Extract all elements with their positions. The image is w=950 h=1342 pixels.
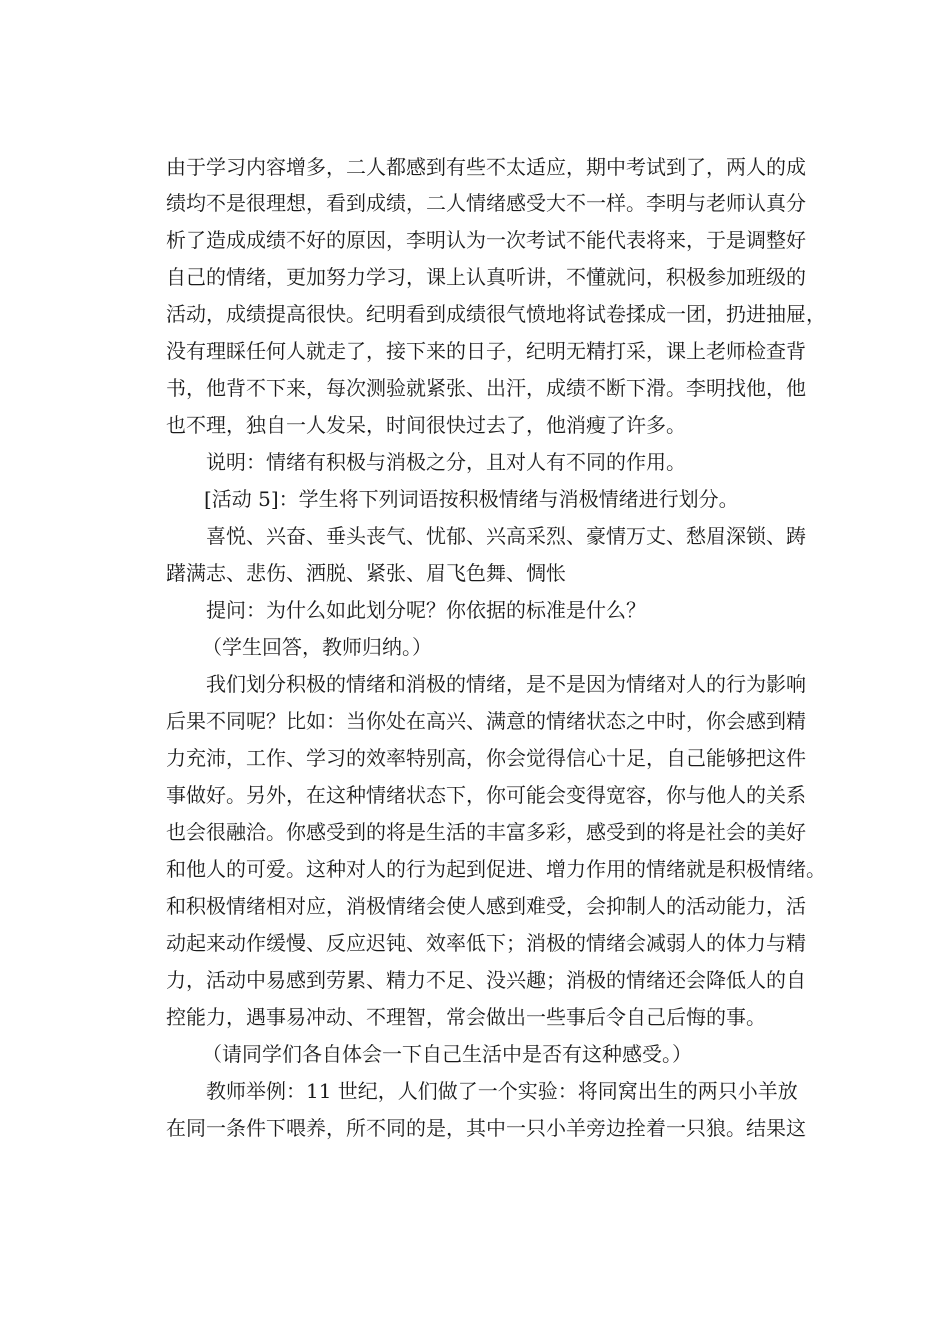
word-list-line: 喜悦、兴奋、垂头丧气、忧郁、兴高采烈、豪情万丈、愁眉深锁、踌: [206, 524, 806, 548]
text-line: 动起来动作缓慢、反应迟钝、效率低下；消极的情绪会减弱人的体力与精: [166, 931, 806, 955]
text-line: 我们划分积极的情绪和消极的情绪，是不是因为情绪对人的行为影响: [206, 672, 806, 696]
activity-heading: [活动 5]：学生将下列词语按积极情绪与消极情绪进行划分。: [204, 487, 739, 511]
word-list-line: 躇满志、悲伤、洒脱、紧张、眉飞色舞、惆怅: [166, 561, 566, 585]
instruction-line: （学生回答，教师归纳。）: [202, 635, 432, 659]
text-line: 力，活动中易感到劳累、精力不足、没兴趣；消极的情绪还会降低人的自: [166, 968, 806, 992]
text-line: 没有理睬任何人就走了，接下来的日子，纪明无精打采，课上老师检查背: [166, 339, 806, 363]
text-line: 活动，成绩提高很快。纪明看到成绩很气愤地将试卷揉成一团，扔进抽屉，: [166, 302, 826, 326]
text-line: 由于学习内容增多，二人都感到有些不太适应，期中考试到了，两人的成: [166, 155, 806, 179]
text-line: 也不理，独自一人发呆，时间很快过去了，他消瘦了许多。: [166, 413, 686, 437]
text-line: 力充沛，工作、学习的效率特别高，你会觉得信心十足，自己能够把这件: [166, 746, 806, 770]
text-line: 和他人的可爱。这种对人的行为起到促进、增力作用的情绪就是积极情绪。: [166, 857, 826, 881]
question-line: 提问：为什么如此划分呢？你依据的标准是什么？: [206, 598, 646, 622]
text-line: 后果不同呢？比如：当你处在高兴、满意的情绪状态之中时，你会感到精: [166, 709, 806, 733]
text-line: 自己的情绪，更加努力学习，课上认真听讲，不懂就问，积极参加班级的: [166, 265, 806, 289]
text-line: 析了造成成绩不好的原因，李明认为一次考试不能代表将来，于是调整好: [166, 228, 806, 252]
note-line: 说明：情绪有积极与消极之分，且对人有不同的作用。: [206, 450, 686, 474]
text-line: 事做好。另外，在这种情绪状态下，你可能会变得宽容，你与他人的关系: [166, 783, 806, 807]
text-line: 控能力，遇事易冲动、不理智，常会做出一些事后令自己后悔的事。: [166, 1005, 766, 1029]
text-line: 在同一条件下喂养，所不同的是，其中一只小羊旁边拴着一只狼。结果这: [166, 1116, 806, 1140]
text-line: 也会很融洽。你感受到的将是生活的丰富多彩，感受到的将是社会的美好: [166, 820, 806, 844]
text-line: 书，他背不下来，每次测验就紧张、出汗，成绩不断下滑。李明找他，他: [166, 376, 806, 400]
text-line: 和积极情绪相对应，消极情绪会使人感到难受，会抑制人的活动能力，活: [166, 894, 806, 918]
instruction-line: （请同学们各自体会一下自己生活中是否有这种感受。）: [202, 1042, 692, 1066]
example-line: 教师举例：11 世纪，人们做了一个实验：将同窝出生的两只小羊放: [206, 1079, 798, 1103]
text-line: 绩均不是很理想，看到成绩，二人情绪感受大不一样。李明与老师认真分: [166, 191, 806, 215]
